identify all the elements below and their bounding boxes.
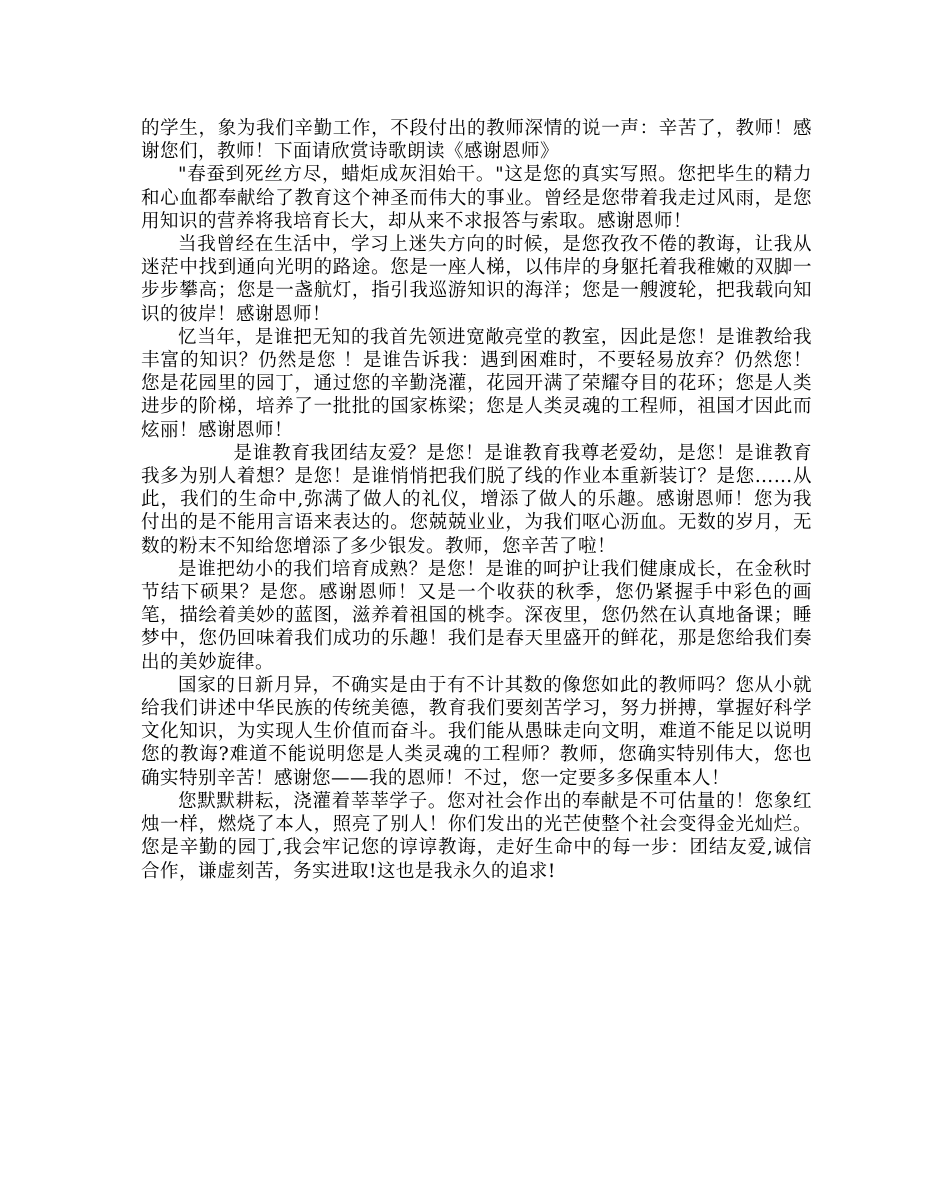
- paragraph-2: "春蚕到死丝方尽，蜡炬成灰泪始干。"这是您的真实写照。您把毕生的精力和心血都奉献给了教育这个神圣而伟大的事业。曾经是您带着我走过风雨，是您用知识的营养将我培育长大，却从来不求报答与索取。感谢恩师！: [141, 164, 812, 232]
- paragraph-6: 是谁把幼小的我们培育成熟？是您！是谁的呵护让我们健康成长，在金秋时节结下硕果？是您。感谢恩师！又是一个收获的秋季，您仍紧握手中彩色的画笔，描绘着美妙的蓝图，滋养着祖国的桃李。深夜里，您仍然在认真地备课；睡梦中，您仍回味着我们成功的乐趣！我们是春天里盛开的鲜花，那是您给我们奏出的美妙旋律。: [141, 558, 812, 673]
- paragraph-7: 国家的日新月异，不确实是由于有不计其数的像您如此的教师吗？您从小就给我们讲述中华民族的传统美德，教育我们要刻苦学习，努力拼搏，掌握好科学文化知识，为实现人生价值而奋斗。我们能从愚昧走向文明，难道不能足以说明您的教诲?难道不能说明您是人类灵魂的工程师？教师，您确实特别伟大，您也确实特别辛苦！感谢您——我的恩师！不过，您一定要多多保重本人！: [141, 674, 812, 789]
- paragraph-5: 是谁教育我团结友爱？是您！是谁教育我尊老爱幼，是您！是谁教育我多为别人着想？是您！是谁悄悄把我们脱了线的作业本重新装订？是您……从此，我们的生命中,弥满了做人的礼仪，增添了做人的乐趣。感谢恩师！您为我付出的是不能用言语来表达的。您兢兢业业，为我们呕心沥血。无数的岁月，无数的粉末不知给您增添了多少银发。教师，您辛苦了啦！: [141, 442, 812, 557]
- paragraph-3: 当我曾经在生活中，学习上迷失方向的时候，是您孜孜不倦的教诲，让我从迷茫中找到通向光明的路途。您是一座人梯，以伟岸的身躯托着我稚嫩的双脚一步步攀高；您是一盏航灯，指引我巡游知识的海洋；您是一艘渡轮，把我载向知识的彼岸！感谢恩师！: [141, 234, 812, 325]
- paragraph-1: 的学生，象为我们辛勤工作，不段付出的教师深情的说一声：辛苦了，教师！感谢您们，教师！下面请欣赏诗歌朗读《感谢恩师》: [141, 118, 812, 163]
- paragraph-8: 您默默耕耘，浇灌着莘莘学子。您对社会作出的奉献是不可估量的！您象红烛一样，燃烧了本人，照亮了别人！你们发出的光芒使整个社会变得金光灿烂。您是辛勤的园丁,我会牢记您的谆谆教诲，走好生命中的每一步：团结友爱,诚信合作，谦虚刻苦，务实进取!这也是我永久的追求!: [141, 790, 812, 882]
- paragraph-4: 忆当年，是谁把无知的我首先领进宽敞亮堂的教室，因此是您！是谁教给我丰富的知识？仍然是您 ！是谁告诉我：遇到困难时，不要轻易放弃？仍然您！您是花园里的园丁，通过您的辛勤浇灌，花园开满了荣耀夺目的花环；您是人类进步的阶梯，培养了一批批的国家栋梁；您是人类灵魂的工程师，祖国才因此而炫丽！感谢恩师！: [141, 326, 812, 441]
- document-body: [141, 117, 812, 883]
